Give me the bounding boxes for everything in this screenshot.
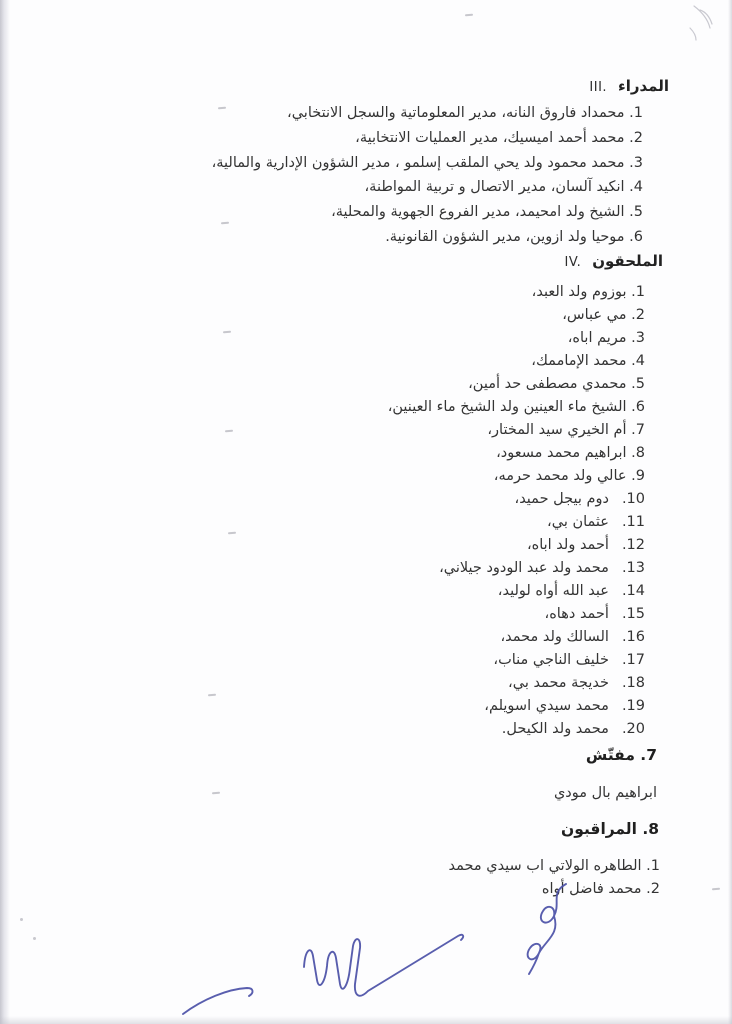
scan-right-edge <box>728 0 732 1024</box>
section-observers-heading: 8. المراقبون <box>561 820 659 838</box>
list-item: 2. محمد أحمد اميسيك، مدير العمليات الانتخابية، <box>355 129 643 146</box>
list-item-number: 17. <box>621 652 645 668</box>
list-item: 3. محمد محمود ولد يحي الملقب إسلمو ، مدير الشؤون الإدارية والمالية، <box>211 154 643 171</box>
pencil-mark-top-right <box>690 6 712 40</box>
list-item-name: أحمد دهاه، <box>544 606 609 622</box>
list-item-number: 15. <box>621 606 645 622</box>
list-item-number: 13. <box>621 560 645 576</box>
list-item-name: عبد الله أواه لوليد، <box>497 583 609 599</box>
list-item-name: أحمد ولد اباه، <box>526 537 609 553</box>
section-attaches-title: الملحقون <box>592 252 663 270</box>
list-item: 1. بوزوم ولد العبد، <box>531 284 645 300</box>
section-inspector-heading: 7. مفتّش <box>585 746 657 764</box>
list-item-name: السالك ولد محمد، <box>500 629 609 645</box>
list-item <box>388 718 645 741</box>
list-item: 7. أم الخيري سيد المختار، <box>487 422 645 438</box>
list-item: 1. محمداد فاروق النانه، مدير المعلوماتية والسجل الانتخابي، <box>287 105 643 121</box>
list-item-name: خديجة محمد بي، <box>508 675 609 691</box>
directors-list <box>212 101 643 250</box>
list-item-number: 18. <box>621 675 645 691</box>
list-item: 4. انكيد آلسان، مدير الاتصال و تربية المواطنة، <box>364 179 643 196</box>
list-item <box>388 603 645 626</box>
attaches-list <box>388 281 645 741</box>
list-item: 2. محمد فاضل أواه <box>541 881 660 897</box>
section-directors-marker: III. <box>589 80 608 95</box>
scan-artifact-dash <box>228 532 236 535</box>
scan-artifact-dash <box>212 792 220 795</box>
list-item: 4. محمد الإماممك، <box>531 353 645 369</box>
list-item <box>388 695 645 718</box>
list-item: 9. عالي ولد محمد حرمه، <box>493 468 645 484</box>
list-item <box>388 511 645 534</box>
list-item-name: محمد ولد عبد الودود جيلاني، <box>439 560 609 576</box>
list-item-number: 20. <box>621 721 645 737</box>
list-item <box>388 649 645 672</box>
list-item <box>388 488 645 511</box>
list-item-number: 14. <box>621 583 645 599</box>
list-item-name: محمد سيدي اسويلم، <box>484 698 609 714</box>
scan-artifact-dash <box>712 888 720 891</box>
list-item: 3. مريم اباه، <box>567 330 645 346</box>
list-item-number: 16. <box>621 629 645 645</box>
list-item <box>388 672 645 695</box>
scan-artifact-speck <box>33 937 36 940</box>
list-item-number: 11. <box>621 514 645 530</box>
list-item: 5. محمدي مصطفى حد أمين، <box>468 376 645 392</box>
list-item-number: 19. <box>621 698 645 714</box>
section-attaches-marker: IV. <box>564 255 582 270</box>
list-item <box>388 557 645 580</box>
list-item-name: محمد ولد الكيحل. <box>501 721 609 737</box>
section-directors-header <box>589 77 669 95</box>
section-attaches-header <box>565 252 663 270</box>
inspector-name: ابراهيم بال مودي <box>553 785 657 801</box>
signature-center <box>304 935 463 996</box>
scan-bottom-edge <box>0 1016 732 1024</box>
list-item <box>388 626 645 649</box>
list-item-name: عثمان بي، <box>547 514 609 530</box>
scan-artifact-dash <box>225 430 233 433</box>
list-item: 6. موحيا ولد ازوين، مدير الشؤون القانونية. <box>385 228 643 245</box>
signature-left-swoosh <box>183 988 253 1014</box>
list-item <box>388 534 645 557</box>
list-item: 2. مي عباس، <box>562 307 645 323</box>
section-directors-title: المدراء <box>618 77 669 95</box>
list-item: 6. الشيخ ماء العينين ولد الشيخ ماء العينين، <box>387 399 645 415</box>
list-item-name: خليف الناجي مناب، <box>493 652 609 668</box>
list-item-number: 10. <box>621 491 645 507</box>
list-item-name: دوم بيجل حميد، <box>514 491 609 507</box>
list-item: 8. ابراهيم محمد مسعود، <box>496 445 645 461</box>
list-item: 5. الشيخ ولد امحيمد، مدير الفروع الجهوية والمحلية، <box>331 204 643 221</box>
list-item: 1. الطاهره الولاتي اب سيدي محمد <box>448 858 660 874</box>
list-item <box>388 580 645 603</box>
list-item-number: 12. <box>621 537 645 553</box>
scan-artifact-dash <box>223 331 231 334</box>
scan-artifact-dash <box>465 14 473 17</box>
scan-artifact-dash <box>208 694 216 697</box>
observers-list <box>448 855 660 901</box>
scan-left-edge <box>0 0 10 1024</box>
scan-artifact-speck <box>20 918 23 921</box>
